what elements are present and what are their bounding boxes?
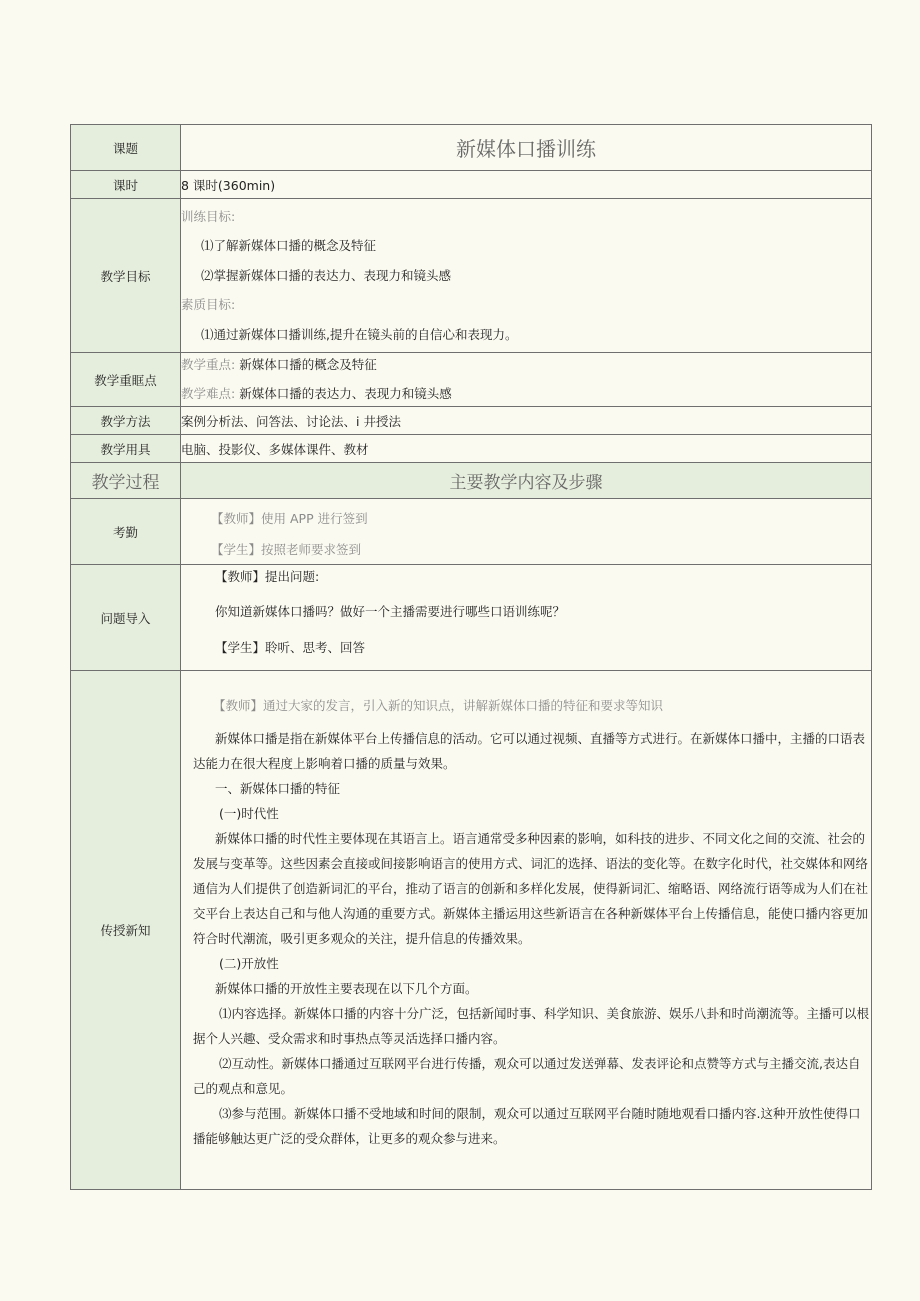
attendance-content	[181, 499, 872, 565]
goals-content	[181, 199, 872, 353]
row-tools	[71, 435, 872, 463]
hours-value: 8 课时(360min)	[181, 171, 872, 199]
intro-content	[181, 565, 872, 671]
row-knowledge	[71, 671, 872, 1190]
knowledge-content	[181, 671, 872, 1190]
method-value: 案例分析法、问答法、讨论法、i 井授法	[181, 407, 872, 435]
attendance-teacher: 【教师】使用 APP 进行签到	[211, 510, 368, 526]
goals-label: 教学目标	[71, 199, 181, 353]
process-header-left: 教学过程	[71, 463, 181, 499]
training-goal-heading: 训练目标:	[181, 209, 236, 225]
quality-goal-item-1: ⑴通过新媒体口播训练,提升在镜头前的自信心和表现力。	[201, 327, 518, 343]
row-topic	[71, 125, 872, 171]
key-points-label: 教学重眶点	[71, 353, 181, 407]
row-attendance	[71, 499, 872, 565]
knowledge-heading-1: 一、新媒体口播的特征	[215, 780, 341, 796]
row-process-header	[71, 463, 872, 499]
process-header-right: 主要教学内容及步骤	[181, 463, 872, 499]
tools-value: 电脑、投影仪、多媒体课件、教材	[181, 435, 872, 463]
intro-teacher: 【教师】提出问题:	[215, 569, 320, 584]
row-key-points	[71, 353, 872, 407]
knowledge-para-1: 新媒体口播是指在新媒体平台上传播信息的活动。它可以通过视频、直播等方式进行。在新媒体口播中，主播的口语表达能力在很大程度上影响着口播的质量与效果。	[193, 730, 866, 771]
topic-label: 课题	[71, 125, 181, 171]
method-label: 教学方法	[71, 407, 181, 435]
knowledge-heading-1-1: (一)时代性	[219, 805, 279, 821]
knowledge-teacher: 【教师】通过大家的发言，引入新的知识点，讲解新媒体口播的特征和要求等知识	[213, 698, 664, 713]
difficulty-value: 新媒体口播的表达力、表现力和镜头感	[239, 385, 452, 401]
hours-label: 课时	[71, 171, 181, 199]
knowledge-para-2: 新媒体口播的时代性主要体现在其语言上。语言通常受多种因素的影响，如科技的进步、不同文化之间的交流、社会的发展与变革等。这些因素会直接或间接影响语言的使用方式、词汇的选择、语法的变化等。在数字化时代，社交媒体和网络通信为人们提供了创造新词汇的平台，推动了语言的创新和多样化发展，使得新词汇、缩略语、网络流行语等成为人们在社交平台上表达自己和与他人沟通的重要方式。新媒体主播运用这些新语言在各种新媒体平台上传播信息，能使口播内容更加符合时代潮流，吸引更多观众的关注，提升信息的传播效果。	[193, 830, 869, 946]
knowledge-para-3: 新媒体口播的开放性主要表现在以下几个方面。	[215, 980, 478, 996]
difficulty-label: 教学难点:	[181, 385, 236, 401]
attendance-label: 考勤	[71, 499, 181, 565]
difficulty-line	[181, 385, 871, 404]
training-goal-item-1: ⑴了解新媒体口播的概念及特征	[201, 237, 377, 253]
attendance-student: 【学生】按照老师要求签到	[211, 541, 362, 557]
row-intro	[71, 565, 872, 671]
focus-line	[181, 356, 871, 375]
knowledge-label: 传授新知	[71, 671, 181, 1190]
intro-question: 你知道新媒体口播吗？做好一个主播需要进行哪些口语训练呢？	[215, 603, 566, 619]
topic-title: 新媒体口播训练	[181, 125, 872, 171]
focus-value: 新媒体口播的概念及特征	[239, 356, 377, 372]
tools-label: 教学用具	[71, 435, 181, 463]
key-points-content	[181, 353, 872, 407]
row-hours	[71, 171, 872, 199]
row-method	[71, 407, 872, 435]
knowledge-para-6: ⑶参与范围。新媒体口播不受地域和时间的限制，观众可以通过互联网平台随时随地观看口播内容.这种开放性使得口播能够触达更广泛的受众群体，让更多的观众参与进来。	[193, 1105, 861, 1146]
training-goal-item-2: ⑵掌握新媒体口播的表达力、表现力和镜头感	[201, 267, 452, 283]
knowledge-para-4: ⑴内容选择。新媒体口播的内容十分广泛，包括新闻时事、科学知识、美食旅游、娱乐八卦和时尚潮流等。主播可以根据个人兴趣、受众需求和时事热点等灵活选择口播内容。	[193, 1005, 870, 1046]
knowledge-para-5: ⑵互动性。新媒体口播通过互联网平台进行传播，观众可以通过发送弹幕、发表评论和点赞等方式与主播交流,表达自己的观点和意见。	[193, 1055, 861, 1096]
lesson-plan-table	[70, 124, 872, 1190]
intro-student: 【学生】聆听、思考、回答	[215, 639, 366, 655]
row-goals	[71, 199, 872, 353]
intro-label: 问题导入	[71, 565, 181, 671]
quality-goal-heading: 素质目标:	[181, 297, 236, 313]
focus-label: 教学重点:	[181, 356, 236, 372]
knowledge-heading-1-2: (二)开放性	[219, 955, 279, 971]
